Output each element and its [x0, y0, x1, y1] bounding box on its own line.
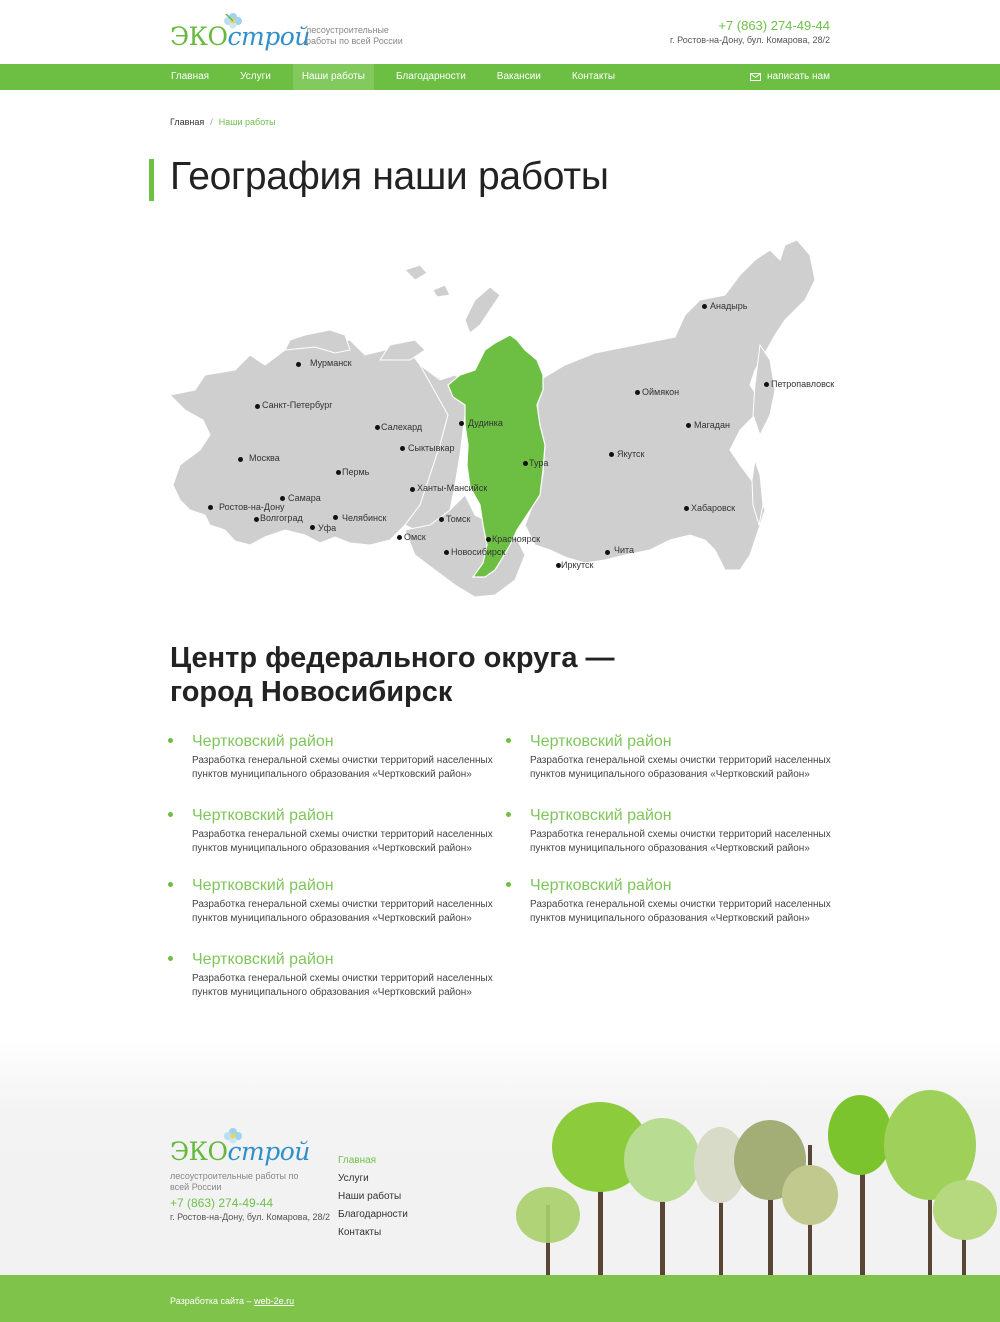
footer-address: г. Ростов-на-Дону, бул. Комарова, 28/2 [170, 1212, 331, 1222]
footer-nav-services[interactable]: Услуги [338, 1173, 369, 1184]
footer-nav-home[interactable]: Главная [338, 1155, 377, 1166]
city-dot [684, 506, 689, 511]
city-dot [605, 550, 610, 555]
write-us-link[interactable] [750, 64, 830, 90]
city-label[interactable]: Сыктывкар [408, 443, 455, 453]
city-label[interactable]: Мурманск [310, 358, 352, 368]
city-label[interactable]: Уфа [318, 523, 337, 533]
map-island-north-b [433, 285, 450, 297]
city-dot [280, 496, 285, 501]
project-item[interactable] [530, 877, 840, 926]
project-description: Разработка генеральной схемы очистки территорий населенных пунктов муниципального образования «Чертковский район» [192, 755, 493, 780]
project-title[interactable]: Чертковский район [530, 733, 672, 750]
city-dot [310, 525, 315, 530]
russia-map[interactable] [165, 225, 865, 610]
project-title[interactable]: Чертковский район [530, 877, 672, 894]
project-description: Разработка генеральной схемы очистки территорий населенных пунктов муниципального образования «Чертковский район» [530, 755, 831, 780]
city-dot [635, 390, 640, 395]
city-dot [686, 423, 691, 428]
city-label[interactable]: Омск [404, 532, 426, 542]
city-dot [397, 535, 402, 540]
city-dot [336, 470, 341, 475]
project-title[interactable]: Чертковский район [192, 807, 334, 824]
breadcrumb [170, 117, 276, 127]
bullet-icon [506, 738, 511, 743]
city-dot [208, 505, 213, 510]
city-label[interactable]: Красноярск [492, 534, 541, 544]
nav-item-services[interactable]: Услуги [240, 71, 271, 82]
map-island-novaya [465, 287, 500, 333]
city-dot [333, 515, 338, 520]
city-label[interactable]: Тура [529, 458, 549, 468]
project-title[interactable]: Чертковский район [530, 807, 672, 824]
city-dot [523, 461, 528, 466]
city-dot [238, 457, 243, 462]
footer-phone[interactable]: +7 (863) 274-49-44 [170, 1196, 274, 1210]
project-title[interactable]: Чертковский район [192, 951, 334, 968]
nav-item-vacancies[interactable]: Вакансии [496, 71, 541, 82]
city-dot [609, 452, 614, 457]
city-dot [439, 517, 444, 522]
nav-item-our-works[interactable]: Наши работы [293, 64, 374, 90]
developer-link[interactable]: web-2e.ru [254, 1296, 295, 1306]
city-dot [296, 362, 301, 367]
map-island-north-c [380, 340, 425, 360]
header-phone[interactable]: +7 (863) 274-49-44 [718, 18, 830, 33]
nav-item-home[interactable]: Главная [171, 71, 210, 82]
city-label[interactable]: Челябинск [342, 513, 387, 523]
city-label[interactable]: Иркутск [561, 560, 594, 570]
breadcrumb-separator: / [210, 117, 213, 127]
breadcrumb-current: Наши работы [218, 117, 276, 127]
city-dot [400, 446, 405, 451]
city-dot [459, 421, 464, 426]
city-label[interactable]: Дудинка [468, 418, 503, 428]
project-description: Разработка генеральной схемы очистки территорий населенных пунктов муниципального образования «Чертковский район» [192, 899, 493, 924]
header-address: г. Ростов-на-Дону, бул. Комарова, 28/2 [669, 35, 830, 45]
city-label[interactable]: Санкт-Петербург [262, 400, 333, 410]
bullet-icon [506, 812, 511, 817]
nav-item-thanks[interactable]: Благодарности [395, 71, 466, 82]
city-label[interactable]: Ростов-на-Дону [219, 502, 285, 512]
footer-tagline: лесоустроительные работы по всей России [170, 1171, 299, 1192]
bullet-icon [506, 882, 511, 887]
city-label[interactable]: Оймякон [642, 387, 680, 397]
city-label[interactable]: Ханты-Мансийск [417, 483, 488, 493]
page-title: География наши работы [170, 155, 609, 198]
logo-wordmark: ЭКОстрой [170, 22, 310, 51]
city-label[interactable]: Магадан [694, 420, 730, 430]
project-title[interactable]: Чертковский район [192, 733, 334, 750]
city-dot [764, 382, 769, 387]
footer-nav-thanks[interactable]: Благодарности [338, 1209, 408, 1220]
breadcrumb-home[interactable]: Главная [170, 117, 205, 127]
project-description: Разработка генеральной схемы очистки территорий населенных пунктов муниципального образования «Чертковский район» [530, 899, 831, 924]
city-dot [254, 517, 259, 522]
footer-logo[interactable] [170, 1125, 310, 1169]
city-label[interactable]: Томск [446, 514, 471, 524]
project-description: Разработка генеральной схемы очистки территорий населенных пунктов муниципального образования «Чертковский район» [530, 829, 831, 854]
city-dot [255, 404, 260, 409]
city-label[interactable]: Якутск [617, 449, 645, 459]
write-us-label: написать нам [767, 71, 830, 82]
project-title[interactable]: Чертковский район [192, 877, 334, 894]
bullet-icon [168, 812, 173, 817]
bullet-icon [168, 956, 173, 961]
project-item[interactable] [192, 877, 502, 926]
city-dot [410, 487, 415, 492]
envelope-icon [750, 73, 761, 81]
city-dot [444, 550, 449, 555]
city-label[interactable]: Самара [288, 493, 321, 503]
developer-credit [170, 1296, 294, 1306]
trees-illustration [510, 1085, 1000, 1285]
map-shapes [165, 225, 865, 610]
project-description: Разработка генеральной схемы очистки территорий населенных пунктов муниципального образования «Чертковский район» [192, 973, 493, 998]
section-subtitle: Центр федерального округа — город Новосибирск [170, 642, 615, 708]
project-item[interactable] [192, 807, 502, 856]
bullet-icon [168, 882, 173, 887]
project-item[interactable] [530, 733, 840, 782]
footer-nav-contacts[interactable]: Контакты [338, 1227, 382, 1238]
bullet-icon [168, 738, 173, 743]
city-dot [486, 537, 491, 542]
header [0, 0, 1000, 64]
footer-nav-our-works[interactable]: Наши работы [338, 1191, 402, 1202]
title-accent-bar [149, 159, 154, 201]
city-label[interactable]: Анадырь [710, 301, 748, 311]
city-label[interactable]: Петропавловск [771, 379, 835, 389]
city-dot [375, 425, 380, 430]
tagline: лесоустроительные работы по всей России [306, 25, 403, 46]
map-island-north-a [405, 265, 427, 280]
footer-logo-wordmark: ЭКОстрой [170, 1137, 310, 1166]
developer-prefix: Разработка сайта – [170, 1296, 252, 1306]
city-dot [702, 304, 707, 309]
grass-strip [0, 1275, 1000, 1322]
project-item[interactable] [192, 951, 502, 1000]
city-label[interactable]: Пермь [342, 467, 370, 477]
city-label[interactable]: Новосибирск [451, 547, 506, 557]
city-label[interactable]: Москва [249, 453, 280, 463]
project-description: Разработка генеральной схемы очистки территорий населенных пунктов муниципального образования «Чертковский район» [192, 829, 493, 854]
logo[interactable] [170, 10, 310, 54]
city-label[interactable]: Хабаровск [691, 503, 736, 513]
project-item[interactable] [530, 807, 840, 856]
city-label[interactable]: Волгоград [260, 513, 303, 523]
city-label[interactable]: Салехард [381, 422, 423, 432]
nav-item-contacts[interactable]: Контакты [571, 71, 616, 82]
footer-nav [338, 1152, 408, 1242]
project-item[interactable] [192, 733, 502, 782]
main-nav [0, 64, 1000, 90]
city-label[interactable]: Чита [614, 545, 635, 555]
